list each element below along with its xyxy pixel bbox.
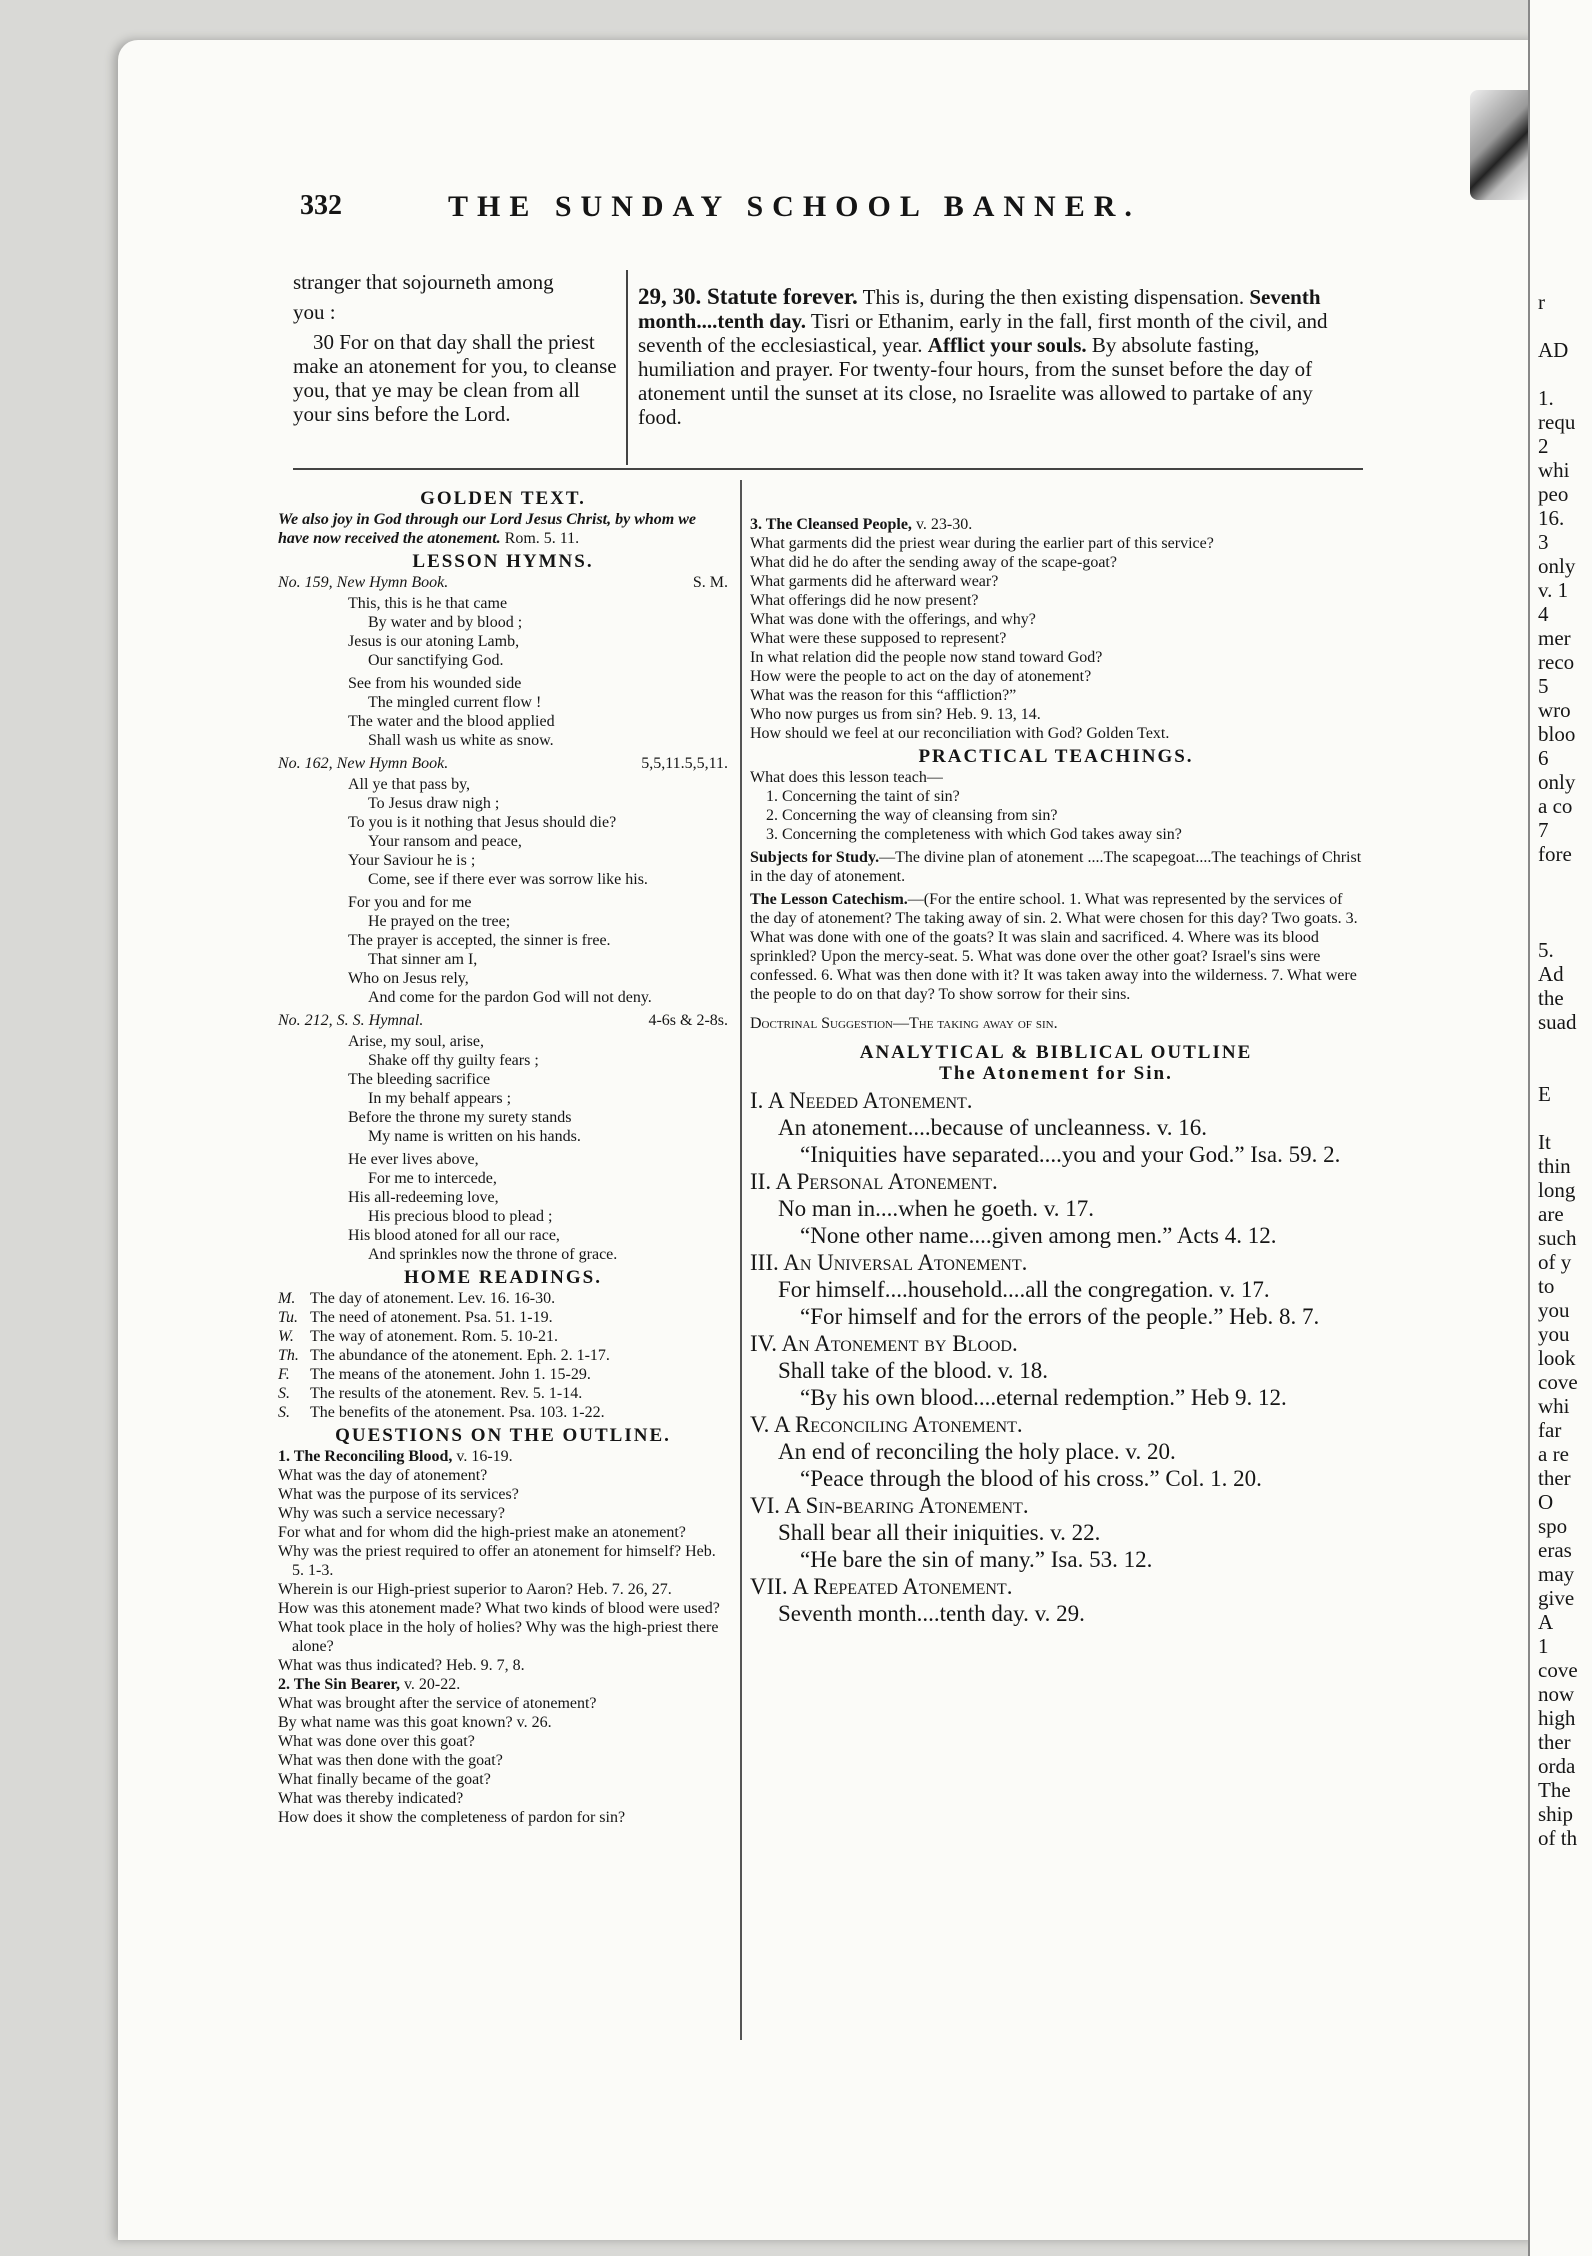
- reading-text: The results of the atonement. Rev. 5. 1-14.: [310, 1385, 583, 1402]
- hymn-ref: [278, 573, 728, 592]
- hymn-stanza: [278, 674, 728, 750]
- reading-text: The benefits of the atonement. Psa. 103. 1-22.: [310, 1404, 605, 1421]
- section-rule: [293, 468, 1363, 470]
- facing-page-fragment: [1538, 890, 1592, 914]
- practical-item: 1. Concerning the taint of sin?: [766, 788, 960, 805]
- facing-page-fragment: 3: [1538, 530, 1549, 554]
- facing-page-fragment: may: [1538, 1562, 1575, 1586]
- outline-quote: “Iniquities have separated....you and your God.” Isa. 59. 2.: [800, 1142, 1341, 1167]
- facing-page-fragment: 7: [1538, 818, 1549, 842]
- facing-page-fragment: look: [1538, 1346, 1576, 1370]
- facing-page-fragment: reco: [1538, 650, 1575, 674]
- question: How was this atonement made? What two kinds of blood were used?: [278, 1600, 720, 1617]
- commentary-lead-2: Seventh month....tenth day.: [638, 285, 1321, 333]
- subjects-heading: Subjects for Study.: [750, 849, 880, 866]
- facing-page-fragment: The: [1538, 1778, 1571, 1802]
- commentary-lead-3: Afflict your souls.: [927, 333, 1087, 357]
- hymn-line: In my behalf appears ;: [368, 1090, 512, 1107]
- scripture-line: you :: [293, 300, 336, 324]
- facing-page-fragment: orda: [1538, 1754, 1576, 1778]
- facing-page-fragment: whi: [1538, 458, 1570, 482]
- facing-page-fragment: [1538, 1058, 1592, 1082]
- commentary-text-2: Tisri or Ethanim, early in the fall, first month of the civil, and seventh of the ecclesiastical, year.: [638, 309, 1328, 357]
- hymn-line: Before the throne my surety stands: [348, 1109, 572, 1126]
- facing-page-fragment: peo: [1538, 482, 1569, 506]
- hymn-line: To you is it nothing that Jesus should die?: [348, 814, 617, 831]
- practical-item: 2. Concerning the way of cleansing from sin?: [766, 807, 1058, 824]
- facing-page-fragment: a co: [1538, 794, 1573, 818]
- golden-text-body: We also joy in God through our Lord Jesus Christ, by whom we have now received the atonement.: [278, 511, 697, 547]
- facing-page-fragment: v. 1: [1538, 578, 1569, 602]
- reading-text: The abundance of the atonement. Eph. 2. 1-17.: [310, 1347, 610, 1364]
- outline-quote: “He bare the sin of many.” Isa. 53. 12.: [800, 1547, 1153, 1572]
- doctrinal-suggestion: Doctrinal Suggestion—The taking away of sin.: [750, 1015, 1058, 1032]
- hymn-line: To Jesus draw nigh ;: [368, 795, 500, 812]
- outline-quote: “For himself and for the errors of the people.” Heb. 8. 7.: [800, 1304, 1320, 1329]
- hymn-line: Your ransom and peace,: [368, 833, 522, 850]
- question: Why was such a service necessary?: [278, 1505, 506, 1522]
- question-group-3: [750, 515, 1362, 743]
- facing-page-fragment: [1538, 1034, 1592, 1058]
- hymn-source: No. 162, New Hymn Book.: [278, 755, 449, 772]
- facing-page-fragment: whi: [1538, 1394, 1570, 1418]
- question: What finally became of the goat?: [278, 1771, 491, 1788]
- facing-page-fragment: spo: [1538, 1514, 1568, 1538]
- facing-page-fragment: long: [1538, 1178, 1576, 1202]
- commentary-lead: 29, 30. Statute forever.: [638, 284, 858, 309]
- facing-page-fragment: you: [1538, 1322, 1570, 1346]
- question: How were the people to act on the day of atonement?: [750, 668, 1092, 685]
- hymn-line: For me to intercede,: [368, 1170, 497, 1187]
- subjects-text: —The divine plan of atonement ....The scapegoat....The teachings of Christ in the day of atonement.: [750, 849, 1362, 885]
- outline-section: VI. A Sin-bearing Atonement.: [750, 1493, 1029, 1518]
- commentary-text-3: By absolute fasting, humiliation and prayer. For twenty-four hours, from the sunset before the day of atonement until the sunset at its close, no Israelite was allowed to partake of any food.: [638, 333, 1313, 429]
- reading-text: The need of atonement. Psa. 51. 1-19.: [310, 1309, 553, 1326]
- question: What garments did the priest wear during the earlier part of this service?: [750, 535, 1214, 552]
- verse-commentary: [638, 285, 1358, 429]
- hymn-line: See from his wounded side: [348, 675, 522, 692]
- reading-row: [278, 1308, 728, 1327]
- facing-page-fragment: [1538, 362, 1592, 386]
- hymn-stanza: [278, 594, 728, 670]
- right-column: [750, 515, 1362, 1627]
- question-group-ref: v. 20-22.: [399, 1676, 461, 1693]
- facing-page-edge: [1528, 0, 1592, 2256]
- question: Who now purges us from sin? Heb. 9. 13, 14.: [750, 706, 1041, 723]
- reading-row: [278, 1403, 728, 1422]
- facing-page-fragment: to: [1538, 1274, 1555, 1298]
- question-group-title: 2. The Sin Bearer,: [278, 1676, 400, 1693]
- hymn-line: Our sanctifying God.: [368, 652, 504, 669]
- question: Wherein is our High-priest superior to Aaron? Heb. 7. 26, 27.: [278, 1581, 672, 1598]
- reading-day: F.: [278, 1366, 290, 1383]
- facing-page-fragment: are: [1538, 1202, 1564, 1226]
- hymn-line: Shall wash us white as snow.: [368, 732, 554, 749]
- outline-section: I. A Needed Atonement.: [750, 1088, 973, 1113]
- hymn-stanza: [278, 775, 728, 889]
- hymn-line: Who on Jesus rely,: [348, 970, 469, 987]
- column-divider: [626, 270, 628, 465]
- facing-page-fragment: the: [1538, 986, 1564, 1010]
- hymn-source: No. 159, New Hymn Book.: [278, 574, 449, 591]
- facing-page-fragment: only: [1538, 554, 1576, 578]
- reading-text: The day of atonement. Lev. 16. 16-30.: [310, 1290, 556, 1307]
- hymn-line: His blood atoned for all our race,: [348, 1227, 560, 1244]
- question: In what relation did the people now stand toward God?: [750, 649, 1103, 666]
- question: By what name was this goat known? v. 26.: [278, 1714, 552, 1731]
- facing-page-fragment: 4: [1538, 602, 1549, 626]
- hymn-line: His precious blood to plead ;: [368, 1208, 553, 1225]
- column-divider-lower: [740, 480, 742, 2040]
- outline-line: For himself....household....all the congregation. v. 17.: [778, 1277, 1270, 1302]
- facing-page-fragment: only: [1538, 770, 1576, 794]
- outline-section: V. A Reconciling Atonement.: [750, 1412, 1023, 1437]
- catechism-heading: The Lesson Catechism.: [750, 891, 908, 908]
- facing-page-fragment: a re: [1538, 1442, 1569, 1466]
- question: What was the day of atonement?: [278, 1467, 488, 1484]
- practical-intro: What does this lesson teach—: [750, 769, 943, 786]
- golden-text-heading: GOLDEN TEXT.: [420, 488, 586, 509]
- facing-page-fragment: requ: [1538, 410, 1576, 434]
- question: What was thus indicated? Heb. 9. 7, 8.: [278, 1657, 525, 1674]
- facing-page-fragment: [1538, 1106, 1592, 1130]
- hymn-line: The prayer is accepted, the sinner is free.: [348, 932, 611, 949]
- facing-page-fragment: 16.: [1538, 506, 1565, 530]
- reading-row: [278, 1289, 728, 1308]
- reading-day: S.: [278, 1404, 290, 1421]
- facing-page-fragment: ther: [1538, 1730, 1571, 1754]
- question: What were these supposed to represent?: [750, 630, 1007, 647]
- facing-page-fragment: ship: [1538, 1802, 1574, 1826]
- facing-page-fragment: of th: [1538, 1826, 1578, 1850]
- left-column: [278, 485, 728, 1827]
- home-readings-list: [278, 1289, 728, 1422]
- hymn-line: Arise, my soul, arise,: [348, 1033, 484, 1050]
- facing-page-fragment: suad: [1538, 1010, 1577, 1034]
- reading-row: [278, 1365, 728, 1384]
- hymn-meter: 5,5,11.5,5,11.: [641, 755, 728, 772]
- facing-page-fragment: wro: [1538, 698, 1571, 722]
- hymn-line: Jesus is our atoning Lamb,: [348, 633, 520, 650]
- hymn-stanza: [278, 1150, 728, 1264]
- reading-text: The way of atonement. Rom. 5. 10-21.: [310, 1328, 558, 1345]
- question-group-title: 3. The Cleansed People,: [750, 516, 912, 533]
- facing-page-fragment: cove: [1538, 1658, 1578, 1682]
- question: Why was the priest required to offer an atonement for himself? Heb. 5. 1-3.: [278, 1543, 716, 1579]
- facing-page-fragment: high: [1538, 1706, 1576, 1730]
- practical-item: 3. Concerning the completeness with which God takes away sin?: [766, 826, 1182, 843]
- outline-line: An atonement....because of uncleanness. v. 16.: [778, 1115, 1207, 1140]
- golden-text-ref: Rom. 5. 11.: [500, 530, 580, 547]
- facing-page-fragment: mer: [1538, 626, 1571, 650]
- outline-line: Shall take of the blood. v. 18.: [778, 1358, 1048, 1383]
- subjects-for-study: [750, 848, 1362, 886]
- question: How should we feel at our reconciliation with God? Golden Text.: [750, 725, 1170, 742]
- facing-page-fragment: AD: [1538, 338, 1569, 362]
- outline-line: An end of reconciling the holy place. v. 20.: [778, 1439, 1176, 1464]
- facing-page-fragment: [1538, 314, 1592, 338]
- hymn-meter: S. M.: [692, 574, 728, 591]
- facing-page-fragment: 2: [1538, 434, 1549, 458]
- lesson-catechism: [750, 890, 1362, 1004]
- outline-line: Seventh month....tenth day. v. 29.: [778, 1601, 1085, 1626]
- question: What was the purpose of its services?: [278, 1486, 519, 1503]
- question-group-1: [278, 1447, 728, 1675]
- facing-page-fragment: thin: [1538, 1154, 1571, 1178]
- outline-section: VII. A Repeated Atonement.: [750, 1574, 1013, 1599]
- catechism-text: —(For the entire school. 1. What was represented by the services of the day of atonement? The taking away of sin. 2. What were chosen for this day? Two goats. 3. What was done with one of the goats? It was slain and sacrificed. 4. Where was its blood sprinkled? Upon the mercy-seat. 5. What was done over the other goat? Israel's sins were confessed. 6. What was then done with it? It was taken away into the wilderness. 7. What were the people to do on that day? To show sorrow for their sins.: [750, 891, 1358, 1003]
- facing-page-fragment: r: [1538, 290, 1545, 314]
- question: What was the reason for this “affliction?”: [750, 687, 1017, 704]
- hymn-source: No. 212, S. S. Hymnal.: [278, 1012, 424, 1029]
- hymn-line: For you and for me: [348, 894, 472, 911]
- reading-day: M.: [278, 1290, 296, 1307]
- question: For what and for whom did the high-priest make an atonement?: [278, 1524, 686, 1541]
- hymn-meter: 4-6s & 2-8s.: [648, 1012, 728, 1029]
- hymn-line: My name is written on his hands.: [368, 1128, 581, 1145]
- outline-line: No man in....when he goeth. v. 17.: [778, 1196, 1094, 1221]
- hymn-line: He ever lives above,: [348, 1151, 479, 1168]
- hymn-line: All ye that pass by,: [348, 776, 471, 793]
- hymn-line: The bleeding sacrifice: [348, 1071, 491, 1088]
- outline-subheading: The Atonement for Sin.: [939, 1063, 1173, 1084]
- question: What was thereby indicated?: [278, 1790, 464, 1807]
- facing-page-fragment: bloo: [1538, 722, 1576, 746]
- question: What did he do after the sending away of the scape-goat?: [750, 554, 1117, 571]
- facing-page-fragment: [1538, 866, 1592, 890]
- facing-page-fragment: 5: [1538, 674, 1549, 698]
- hymn-line: Come, see if there ever was sorrow like his.: [368, 871, 648, 888]
- facing-page-fragment: E: [1538, 1082, 1551, 1106]
- hymn-line: The mingled current flow !: [368, 694, 542, 711]
- hymn-line: His all-redeeming love,: [348, 1189, 499, 1206]
- lesson-hymns-heading: LESSON HYMNS.: [412, 551, 594, 572]
- question: What was done over this goat?: [278, 1733, 475, 1750]
- question-group-title: 1. The Reconciling Blood,: [278, 1448, 453, 1465]
- practical-teachings-heading: PRACTICAL TEACHINGS.: [918, 746, 1194, 767]
- hymn-line: This, this is he that came: [348, 595, 508, 612]
- hymn-line: Shake off thy guilty fears ;: [368, 1052, 539, 1069]
- outline-section: III. An Universal Atonement.: [750, 1250, 1028, 1275]
- question: How does it show the completeness of pardon for sin?: [278, 1809, 626, 1826]
- reading-day: Tu.: [278, 1309, 299, 1326]
- analytical-outline: [750, 1087, 1362, 1627]
- commentary-text: This is, during the then existing dispensation.: [857, 285, 1250, 309]
- facing-page-fragment: now: [1538, 1682, 1575, 1706]
- reading-row: [278, 1346, 728, 1365]
- facing-page-fragment: you: [1538, 1298, 1570, 1322]
- outline-heading: ANALYTICAL & BIBLICAL OUTLINE: [859, 1042, 1253, 1063]
- facing-page-fragment: 5.: [1538, 938, 1554, 962]
- home-readings-heading: HOME READINGS.: [404, 1267, 602, 1288]
- page-number: 332: [300, 190, 342, 221]
- hymn-line: The water and the blood applied: [348, 713, 555, 730]
- question-group-2: [278, 1675, 728, 1827]
- outline-quote: “None other name....given among men.” Acts 4. 12.: [800, 1223, 1277, 1248]
- hymn-line: Your Saviour he is ;: [348, 852, 476, 869]
- facing-page-fragment: such: [1538, 1226, 1577, 1250]
- question: What was done with the offerings, and why?: [750, 611, 1036, 628]
- outline-section: IV. An Atonement by Blood.: [750, 1331, 1018, 1356]
- questions-heading: QUESTIONS ON THE OUTLINE.: [335, 1425, 671, 1446]
- facing-page-fragment: of y: [1538, 1250, 1572, 1274]
- facing-page-fragment: A: [1538, 1610, 1554, 1634]
- facing-page-fragment: Ad: [1538, 962, 1564, 986]
- reading-day: S.: [278, 1385, 290, 1402]
- facing-page-fragment: [1538, 914, 1592, 938]
- scripture-line: stranger that sojourneth among: [293, 270, 554, 294]
- reading-row: [278, 1327, 728, 1346]
- outline-quote: “By his own blood....eternal redemption.” Heb 9. 12.: [800, 1385, 1287, 1410]
- hymn-line: That sinner am I,: [368, 951, 478, 968]
- hymn-stanza: [278, 1032, 728, 1146]
- question: What took place in the holy of holies? Why was the high-priest there alone?: [278, 1619, 719, 1655]
- question: What was brought after the service of atonement?: [278, 1695, 597, 1712]
- running-title: THE SUNDAY SCHOOL BANNER.: [448, 190, 1141, 223]
- golden-text: [278, 510, 728, 548]
- facing-page-fragment: eras: [1538, 1538, 1572, 1562]
- scripture-verse-30: 30 For on that day shall the priest make an atonement for you, to cleanse you, that ye may be clean from all your sins before the Lord.: [293, 330, 617, 426]
- hymn-line: And sprinkles now the throne of grace.: [368, 1246, 618, 1263]
- reading-day: W.: [278, 1328, 294, 1345]
- book-page: [118, 40, 1538, 2240]
- reading-row: [278, 1384, 728, 1403]
- outline-section: II. A Personal Atonement.: [750, 1169, 998, 1194]
- hymn-line: And come for the pardon God will not deny.: [368, 989, 652, 1006]
- hymn-line: He prayed on the tree;: [368, 913, 511, 930]
- facing-page-fragment: cove: [1538, 1370, 1578, 1394]
- facing-page-fragment: fore: [1538, 842, 1572, 866]
- reading-text: The means of the atonement. John 1. 15-29.: [310, 1366, 591, 1383]
- question: What garments did he afterward wear?: [750, 573, 999, 590]
- scripture-text: [293, 270, 618, 432]
- question-group-ref: v. 16-19.: [452, 1448, 513, 1465]
- facing-page-fragment: 6: [1538, 746, 1549, 770]
- question: What was then done with the goat?: [278, 1752, 503, 1769]
- outline-line: Shall bear all their iniquities. v. 22.: [778, 1520, 1101, 1545]
- facing-page-fragment: ther: [1538, 1466, 1571, 1490]
- hymn-line: By water and by blood ;: [368, 614, 523, 631]
- facing-page-fragment: It: [1538, 1130, 1551, 1154]
- facing-page-fragment: give: [1538, 1586, 1575, 1610]
- outline-quote: “Peace through the blood of his cross.” Col. 1. 20.: [800, 1466, 1262, 1491]
- facing-page-fragment: 1: [1538, 1634, 1549, 1658]
- question: What offerings did he now present?: [750, 592, 979, 609]
- hymn-stanza: [278, 893, 728, 1007]
- hymn-ref: [278, 1011, 728, 1030]
- facing-page-fragment: O: [1538, 1490, 1554, 1514]
- question-group-ref: v. 23-30.: [911, 516, 973, 533]
- facing-page-fragment: 1.: [1538, 386, 1554, 410]
- reading-day: Th.: [278, 1347, 299, 1364]
- hymn-ref: [278, 754, 728, 773]
- facing-page-fragment: far: [1538, 1418, 1562, 1442]
